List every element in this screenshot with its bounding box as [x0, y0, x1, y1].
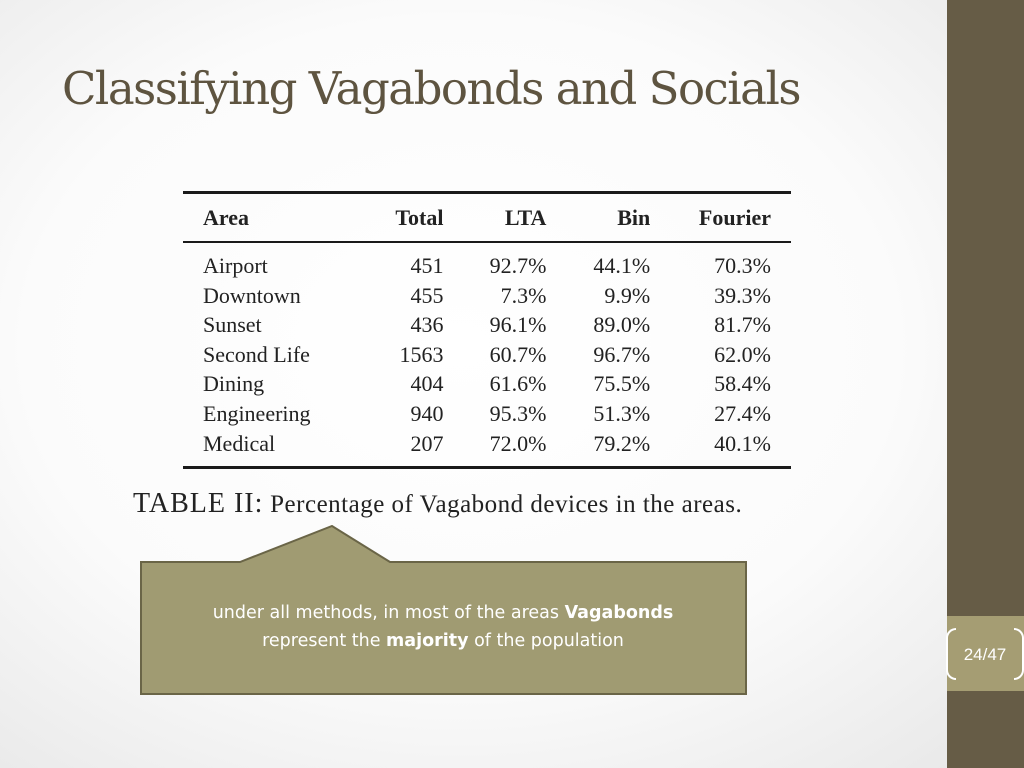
cell-total: 436 [410, 312, 444, 338]
cell-fourier: 27.4% [714, 400, 771, 426]
cell-fourier: 39.3% [714, 282, 771, 308]
table-row [183, 310, 791, 340]
cell-lta: 95.3% [489, 400, 547, 426]
table-row [183, 429, 791, 459]
vagabond-table [183, 191, 791, 469]
table-row [183, 251, 791, 281]
header-fourier: Fourier [698, 204, 771, 230]
cell-bin: 51.3% [593, 400, 651, 426]
cell-area: Second Life [203, 341, 310, 367]
cell-area: Dining [203, 371, 265, 397]
header-bin: Bin [617, 204, 651, 230]
cell-bin: 44.1% [593, 253, 651, 278]
cell-area: Downtown [203, 282, 301, 308]
cell-total: 455 [410, 282, 444, 308]
table-row [183, 281, 791, 311]
table-row [183, 369, 791, 399]
header-total: Total [395, 204, 444, 230]
cell-bin: 75.5% [593, 371, 651, 397]
callout-line-2: represent the majority of the population [262, 631, 624, 651]
callout-box [140, 525, 748, 696]
cell-area: Sunset [203, 312, 262, 338]
page-number: 24/47 [963, 645, 1007, 664]
callout-emphasis-majority: majority [386, 631, 469, 651]
cell-fourier: 81.7% [714, 312, 771, 338]
cell-lta: 72.0% [489, 430, 547, 456]
slide-title: Classifying Vagabonds and Socials [62, 62, 800, 115]
cell-bin: 96.7% [593, 341, 651, 367]
table-row [183, 399, 791, 429]
table-caption [133, 488, 742, 520]
cell-total: 1563 [399, 341, 444, 367]
caption-label: TABLE II: [133, 488, 264, 519]
cell-lta: 7.3% [500, 282, 547, 308]
cell-bin: 9.9% [604, 282, 651, 308]
table-row [183, 243, 791, 251]
callout-text [140, 599, 746, 655]
cell-fourier: 58.4% [714, 371, 771, 397]
cell-lta: 92.7% [489, 253, 547, 278]
cell-lta: 96.1% [489, 312, 547, 338]
cell-bin: 79.2% [593, 430, 651, 456]
cell-total: 207 [410, 430, 444, 456]
table-header-row [183, 194, 791, 241]
cell-fourier: 40.1% [714, 430, 771, 456]
cell-total: 940 [410, 400, 444, 426]
cell-lta: 61.6% [489, 371, 547, 397]
caption-text: Percentage of Vagabond devices in the areas. [270, 491, 743, 518]
cell-bin: 89.0% [593, 312, 651, 338]
table-row [183, 340, 791, 370]
cell-total: 404 [410, 371, 444, 397]
header-area: Area [203, 204, 250, 230]
cell-area: Engineering [203, 400, 311, 426]
header-lta: LTA [504, 204, 547, 230]
cell-total: 451 [410, 253, 444, 278]
cell-area: Medical [203, 430, 276, 456]
table-row [183, 458, 791, 466]
table-body [183, 241, 791, 466]
cell-fourier: 62.0% [714, 341, 771, 367]
cell-fourier: 70.3% [714, 253, 771, 278]
callout-line-1: under all methods, in most of the areas Vagabonds [212, 603, 674, 623]
table-bottom-rule [183, 466, 791, 469]
cell-area: Airport [203, 253, 268, 278]
cell-lta: 60.7% [489, 341, 547, 367]
callout-emphasis-vagabonds: Vagabonds [564, 603, 674, 623]
